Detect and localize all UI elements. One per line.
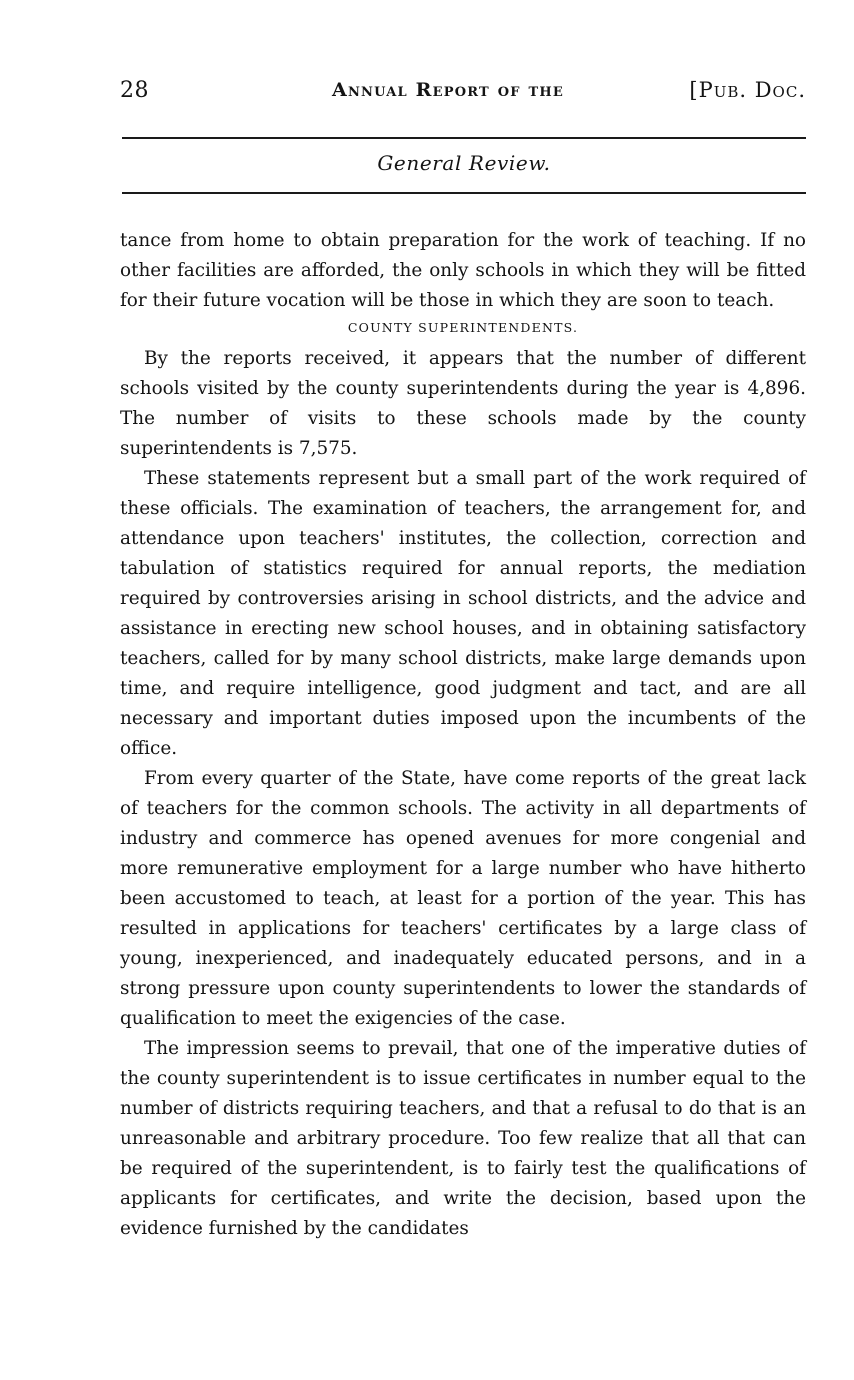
section-heading: General Review. (377, 151, 551, 175)
running-header (120, 78, 806, 108)
top-rule (122, 137, 806, 139)
paragraph-teacher-shortage: From every quarter of the State, have come reports of the great lack of teachers for the common schools. The activity in all departments of industry and commerce has opened avenues for more congenial and more remunerative employment for a large number who have hitherto been accustomed to teach, at least for a portion of the year. This has resulted in applications for teachers' certificates by a large class of young, inexperienced, and inadequately educated persons, and in a strong pressure upon county superintendents to lower the standards of qualification to meet the exigencies of the case. (120, 768, 806, 1029)
running-title: Annual Report of the (332, 79, 564, 101)
paragraph-reports: By the reports received, it appears that the number of different schools visited by the county superintendents during the year is 4,896. The number of visits to these schools made by the county superintendents is 7,575. (120, 348, 806, 459)
bottom-rule (122, 192, 806, 194)
document-label: [Pub. Doc. (689, 78, 806, 102)
paragraph-continuation: tance from home to obtain preparation for the work of teaching. If no other facilities are afforded, the only schools in which they will be fitted for their future vocation will be those in which they are soon to teach. (120, 230, 806, 311)
body-text (120, 226, 806, 1244)
paragraph-certificates: The impression seems to prevail, that one of the imperative duties of the county superintendent is to issue certificates in number equal to the number of districts requiring teachers, and that a refusal to do that is an unreasonable and arbitrary procedure. Too few realize that all that can be required of the superintendent, is to fairly test the qualifications of applicants for certificates, and write the decision, based upon the evidence furnished by the candidates (120, 1038, 806, 1239)
subsection-heading: COUNTY SUPERINTENDENTS. (347, 320, 579, 335)
page-number: 28 (120, 78, 149, 103)
paragraph-duties: These statements represent but a small part of the work required of these officials. The examination of teachers, the arrangement for, and attendance upon teachers' institutes, the collection, correction and tabulation of statistics required for annual reports, the mediation required by controversies arising in school districts, and the advice and assistance in erecting new school houses, and in obtaining satisfactory teachers, called for by many school districts, make large demands upon time, and require intelligence, good judgment and tact, and are all necessary and important duties imposed upon the incumbents of the office. (120, 468, 806, 759)
